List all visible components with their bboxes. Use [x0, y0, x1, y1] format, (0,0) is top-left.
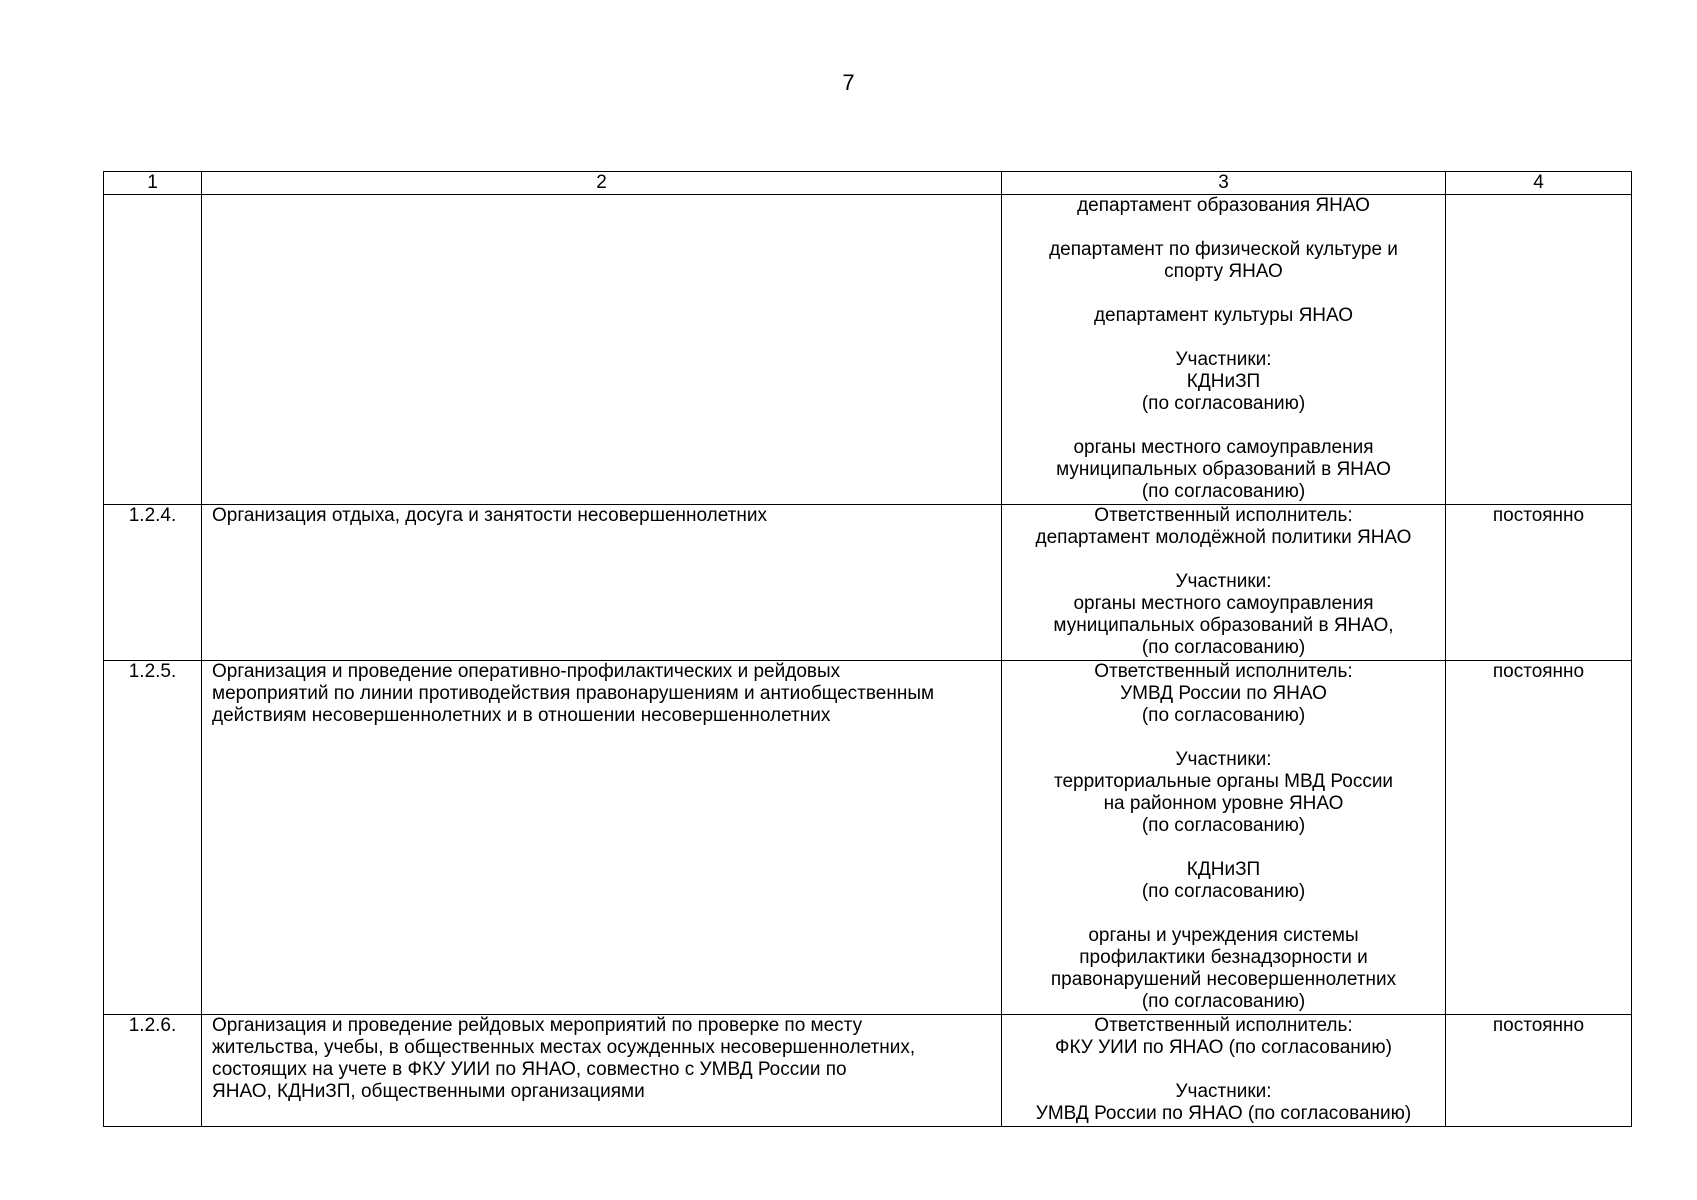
- table-row: [104, 661, 1632, 1015]
- row-term: [1446, 195, 1632, 505]
- row-event: Организация и проведение рейдовых мероприятий по проверке по месту жительства, учебы, в общественных местах осужденных несовершеннолетних, состоящих на учете в ФКУ УИИ по ЯНАО, совместно с УМВД России по ЯНАО, КДНиЗП, общественными организациями: [202, 1015, 1002, 1127]
- row-executor: департамент образования ЯНАО департамент по физической культуре и спорту ЯНАО департамент культуры ЯНАО Участники: КДНиЗП (по согласованию) органы местного самоуправления муниципальных образований в ЯНАО (по согласованию): [1002, 195, 1446, 505]
- row-event: [202, 195, 1002, 505]
- row-number: [104, 195, 202, 505]
- row-term: постоянно: [1446, 1015, 1632, 1127]
- table-row: [104, 505, 1632, 661]
- row-number: 1.2.4.: [104, 505, 202, 661]
- header-col-2: 2: [202, 172, 1002, 195]
- header-col-4: 4: [1446, 172, 1632, 195]
- header-col-3: 3: [1002, 172, 1446, 195]
- header-col-1: 1: [104, 172, 202, 195]
- row-number: 1.2.6.: [104, 1015, 202, 1127]
- row-executor: Ответственный исполнитель: УМВД России по ЯНАО (по согласованию) Участники: территориальные органы МВД России на районном уровне ЯНАО (по согласованию) КДНиЗП (по согласованию) органы и учреждения системы профилактики безнадзорности и правонарушений несовершеннолетних (по согласованию): [1002, 661, 1446, 1015]
- table-row: [104, 1015, 1632, 1127]
- table-row: [104, 195, 1632, 505]
- table-header-row: [104, 172, 1632, 195]
- row-event: Организация отдыха, досуга и занятости несовершеннолетних: [202, 505, 1002, 661]
- row-term: постоянно: [1446, 505, 1632, 661]
- row-executor: Ответственный исполнитель: департамент молодёжной политики ЯНАО Участники: органы местного самоуправления муниципальных образований в ЯНАО, (по согласованию): [1002, 505, 1446, 661]
- row-event: Организация и проведение оперативно-профилактических и рейдовых мероприятий по линии противодействия правонарушениям и антиобщественным действиям несовершеннолетних и в отношении несовершеннолетних: [202, 661, 1002, 1015]
- row-term: постоянно: [1446, 661, 1632, 1015]
- row-number: 1.2.5.: [104, 661, 202, 1015]
- row-executor: Ответственный исполнитель: ФКУ УИИ по ЯНАО (по согласованию) Участники: УМВД России по ЯНАО (по согласованию): [1002, 1015, 1446, 1127]
- plan-table: [103, 171, 1632, 1127]
- page-number: 7: [842, 70, 855, 95]
